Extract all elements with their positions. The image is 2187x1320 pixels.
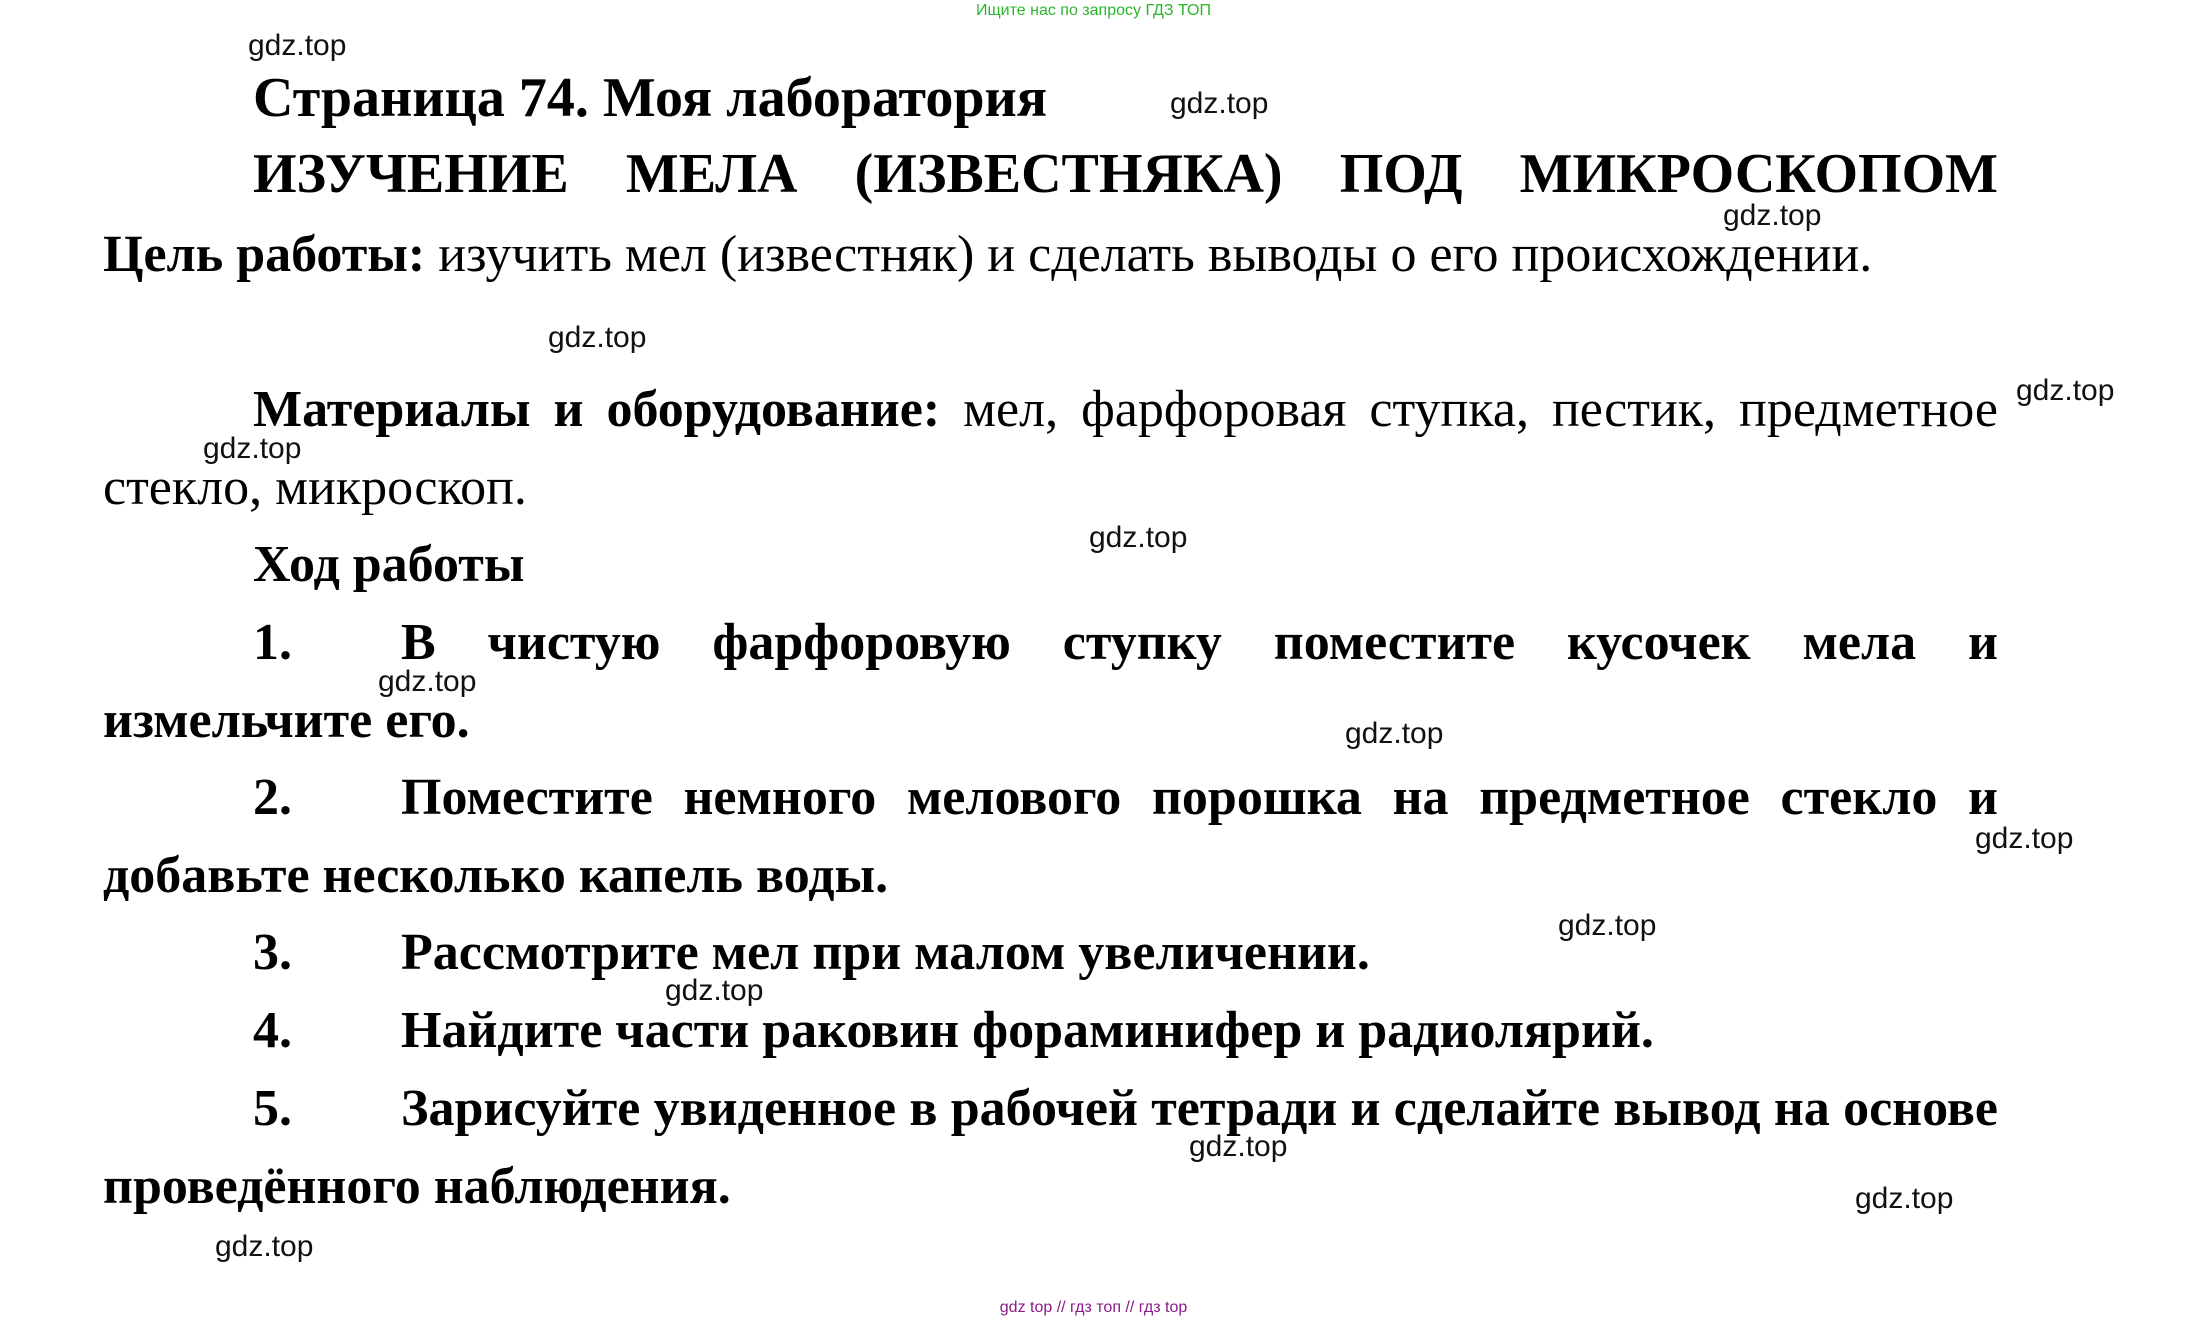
watermark: gdz.top [548, 321, 647, 354]
watermark: gdz.top [1189, 1130, 1288, 1163]
watermark: gdz.top [248, 29, 347, 62]
procedure-heading: Ход работы [253, 536, 525, 593]
step-number: 4. [253, 1002, 292, 1059]
step-number: 2. [253, 769, 292, 826]
goal-paragraph [103, 216, 1998, 294]
materials-text: мел, фарфоровая ступка, пестик, предметное стекло, микроскоп. [103, 381, 1998, 516]
page-title: Страница 74. Моя лаборатория [253, 67, 1048, 129]
step-text: Рассмотрите мел при малом увеличении. [401, 924, 1370, 981]
watermark: gdz.top [1089, 521, 1188, 554]
section-title: ИЗУЧЕНИЕ МЕЛА (ИЗВЕСТНЯКА) ПОД МИКРОСКОПОМ [253, 143, 1998, 205]
watermark: gdz.top [378, 665, 477, 698]
materials-label: Материалы и оборудование: [253, 381, 941, 438]
watermark: gdz.top [1345, 717, 1444, 750]
watermark: gdz.top [1855, 1182, 1954, 1215]
watermark: gdz.top [665, 974, 764, 1007]
step-text: Найдите части раковин фораминифер и радиолярий. [401, 1002, 1654, 1059]
step-text: Поместите немного мелового порошка на предметное стекло и добавьте несколько капель воды. [103, 769, 1998, 904]
step-number: 1. [253, 614, 292, 671]
step-1 [103, 604, 1998, 760]
watermark: gdz.top [215, 1230, 314, 1263]
step-5 [103, 1070, 1998, 1226]
goal-label: Цель работы: [103, 226, 426, 283]
top-search-hint[interactable]: Ищите нас по запросу ГДЗ ТОП [976, 2, 1211, 19]
step-4 [103, 992, 1998, 1070]
step-text: Зарисуйте увиденное в рабочей тетради и сделайте вывод на основе проведённого наблюдения. [103, 1080, 1998, 1215]
watermark: gdz.top [2016, 374, 2115, 407]
step-3 [103, 914, 1998, 992]
goal-text: изучить мел (известняк) и сделать выводы о его происхождении. [425, 226, 1873, 283]
materials-paragraph [103, 371, 1998, 527]
step-number: 5. [253, 1080, 292, 1137]
step-text: В чистую фарфоровую ступку поместите кусочек мела и измельчите его. [103, 614, 1998, 749]
watermark: gdz.top [1170, 87, 1269, 120]
footer-links[interactable]: gdz top // гдз топ // гдз top [999, 1299, 1188, 1316]
step-2 [103, 759, 1998, 915]
step-number: 3. [253, 924, 292, 981]
watermark: gdz.top [1723, 199, 1822, 232]
watermark: gdz.top [1558, 909, 1657, 942]
watermark: gdz.top [1975, 822, 2074, 855]
watermark: gdz.top [203, 432, 302, 465]
